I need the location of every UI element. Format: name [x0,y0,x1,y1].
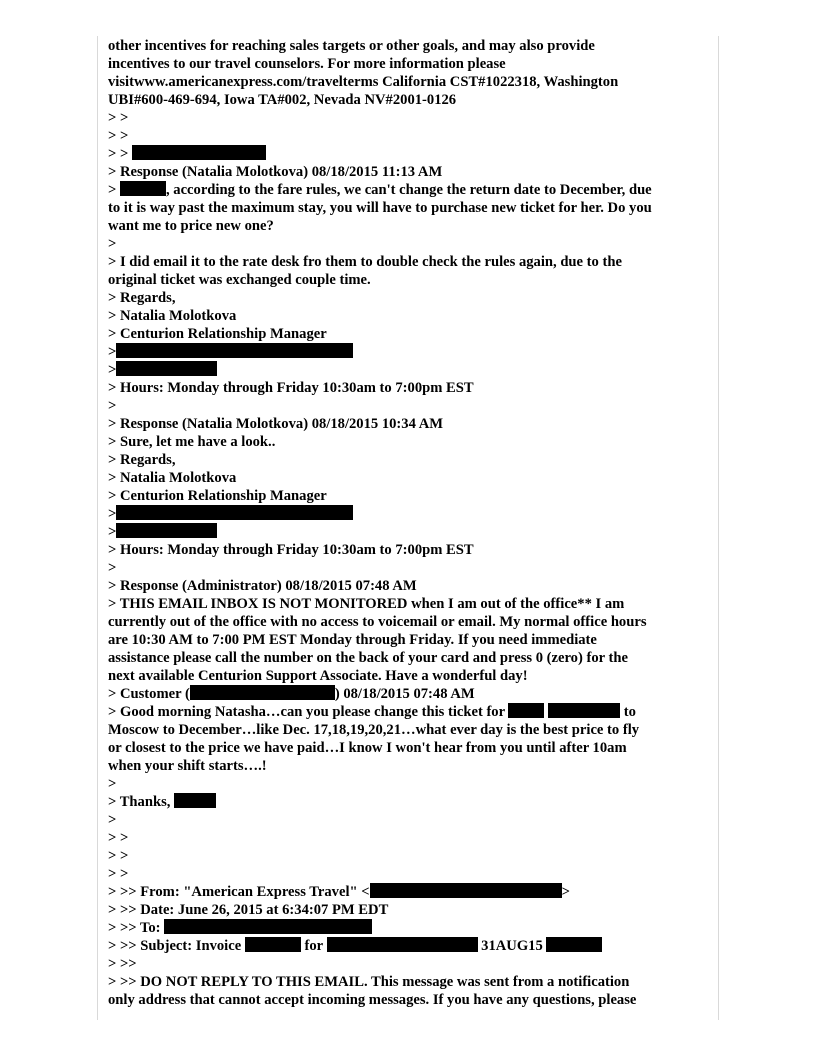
line-text: to it is way past the maximum stay, you will have to purchase new ticket for her. Do you [108,200,652,216]
text-line [108,235,708,253]
line-text: > [108,398,117,414]
line-text: for [300,938,327,954]
line-text: > Natalia Molotkova [108,308,237,324]
text-line [108,991,708,1009]
line-text: > Sure, let me have a look.. [108,434,276,450]
text-line [108,631,708,649]
line-text: assistance please call the number on the back of your card and press 0 (zero) for the [108,650,628,666]
text-line [108,289,708,307]
line-text: > Response (Natalia Molotkova) 08/18/2015 10:34 AM [108,416,444,432]
line-text: original ticket was exchanged couple time. [108,272,371,288]
text-line [108,541,708,559]
line-text: or closest to the price we have paid…I know I won't hear from you until after 10am [108,740,627,756]
redaction-block [546,937,602,952]
text-line [108,847,708,865]
text-line [108,595,708,613]
text-line [108,793,708,811]
line-text: > > [108,110,129,126]
line-text: > Natalia Molotkova [108,470,237,486]
text-line [108,775,708,793]
text-line [108,433,708,451]
redaction-block [116,505,353,520]
text-line [108,109,708,127]
text-line [108,577,708,595]
line-text: > > [108,866,129,882]
line-text: > [108,506,117,522]
line-text: Moscow to December…like Dec. 17,18,19,20,21…what ever day is the best price to fly [108,722,640,738]
text-line [108,163,708,181]
redaction-block [370,883,562,898]
text-line [108,127,708,145]
text-line [108,829,708,847]
line-text: > >> Date: June 26, 2015 at 6:34:07 PM EDT [108,902,389,918]
line-text: next available Centurion Support Associate. Have a wonderful day! [108,668,528,684]
line-text: > Centurion Relationship Manager [108,326,327,342]
text-line [108,883,708,901]
text-line [108,415,708,433]
line-text: > Thanks, [108,794,175,810]
line-text: > Customer ( [108,686,190,702]
line-text: > >> [108,956,137,972]
text-line [108,901,708,919]
line-text: > [108,560,117,576]
line-text: only address that cannot accept incoming messages. If you have any questions, please [108,992,637,1008]
text-line [108,199,708,217]
redaction-block [164,919,372,934]
redaction-block [116,361,217,376]
text-line [108,37,708,55]
line-text: > Regards, [108,452,176,468]
line-text: > >> From: "American Express Travel" < [108,884,370,900]
line-text: > Response (Administrator) 08/18/2015 07:48 AM [108,578,417,594]
text-line [108,937,708,955]
line-text: ) 08/18/2015 07:48 AM [334,686,475,702]
line-text: > Good morning Natasha…can you please change this ticket for [108,704,509,720]
redaction-block [190,685,335,700]
text-line [108,217,708,235]
redaction-block [508,703,544,718]
text-line [108,757,708,775]
text-line [108,469,708,487]
text-line [108,667,708,685]
line-text: 31AUG15 [477,938,547,954]
redaction-block [132,145,266,160]
line-text: > > [108,848,129,864]
line-text: visitwww.americanexpress.com/travelterms California CST#1022318, Washington [108,74,619,90]
line-text: want me to price new one? [108,218,274,234]
line-text: > > [108,830,129,846]
line-text: incentives to our travel counselors. For more information please [108,56,506,72]
line-text: > Centurion Relationship Manager [108,488,327,504]
line-text: > >> DO NOT REPLY TO THIS EMAIL. This message was sent from a notification [108,974,630,990]
redaction-block [174,793,216,808]
line-text: > Hours: Monday through Friday 10:30am to 7:00pm EST [108,380,474,396]
line-text: > [108,524,117,540]
text-line [108,703,708,721]
page-border-right [718,36,719,1020]
text-line [108,343,708,361]
text-line [108,739,708,757]
text-line [108,523,708,541]
line-text: > THIS EMAIL INBOX IS NOT MONITORED when I am out of the office** I am [108,596,625,612]
line-text: > >> Subject: Invoice [108,938,245,954]
line-text: other incentives for reaching sales targets or other goals, and may also provide [108,38,595,54]
redaction-block [245,937,301,952]
line-text: > [561,884,570,900]
line-text: to [620,704,636,720]
text-line [108,181,708,199]
line-text: UBI#600-469-694, Iowa TA#002, Nevada NV#2001-0126 [108,92,457,108]
text-line [108,505,708,523]
redaction-block [116,343,353,358]
redaction-block [120,181,166,196]
text-line [108,55,708,73]
line-text: > > [108,128,129,144]
line-text: > Hours: Monday through Friday 10:30am to 7:00pm EST [108,542,474,558]
line-text: > [108,812,117,828]
text-line [108,379,708,397]
text-line [108,487,708,505]
line-text: > >> To: [108,920,165,936]
text-line [108,613,708,631]
line-text: > [108,236,117,252]
redaction-block [327,937,478,952]
line-text: > [108,362,117,378]
text-line [108,307,708,325]
text-line [108,685,708,703]
text-line [108,361,708,379]
text-line [108,721,708,739]
text-line [108,811,708,829]
text-line [108,91,708,109]
line-text: > I did email it to the rate desk fro them to double check the rules again, due to the [108,254,622,270]
text-line [108,919,708,937]
line-text: are 10:30 AM to 7:00 PM EST Monday through Friday. If you need immediate [108,632,597,648]
text-line [108,559,708,577]
text-line [108,397,708,415]
line-text: > [108,776,117,792]
line-text: > Response (Natalia Molotkova) 08/18/2015 11:13 AM [108,164,443,180]
text-line [108,955,708,973]
line-text: , according to the fare rules, we can't change the return date to December, due [165,182,652,198]
text-line [108,865,708,883]
line-text: > [108,344,117,360]
line-text: currently out of the office with no access to voicemail or email. My normal office hours [108,614,647,630]
text-line [108,649,708,667]
line-text: > Regards, [108,290,176,306]
text-line [108,271,708,289]
text-line [108,451,708,469]
text-line [108,973,708,991]
page-border-left [97,36,98,1020]
text-line [108,73,708,91]
line-text: > > [108,146,132,162]
email-thread-body [108,37,708,1009]
redaction-block [548,703,620,718]
text-line [108,325,708,343]
line-text: when your shift starts….! [108,758,267,774]
redaction-block [116,523,217,538]
text-line [108,145,708,163]
line-text: > [108,182,120,198]
text-line [108,253,708,271]
